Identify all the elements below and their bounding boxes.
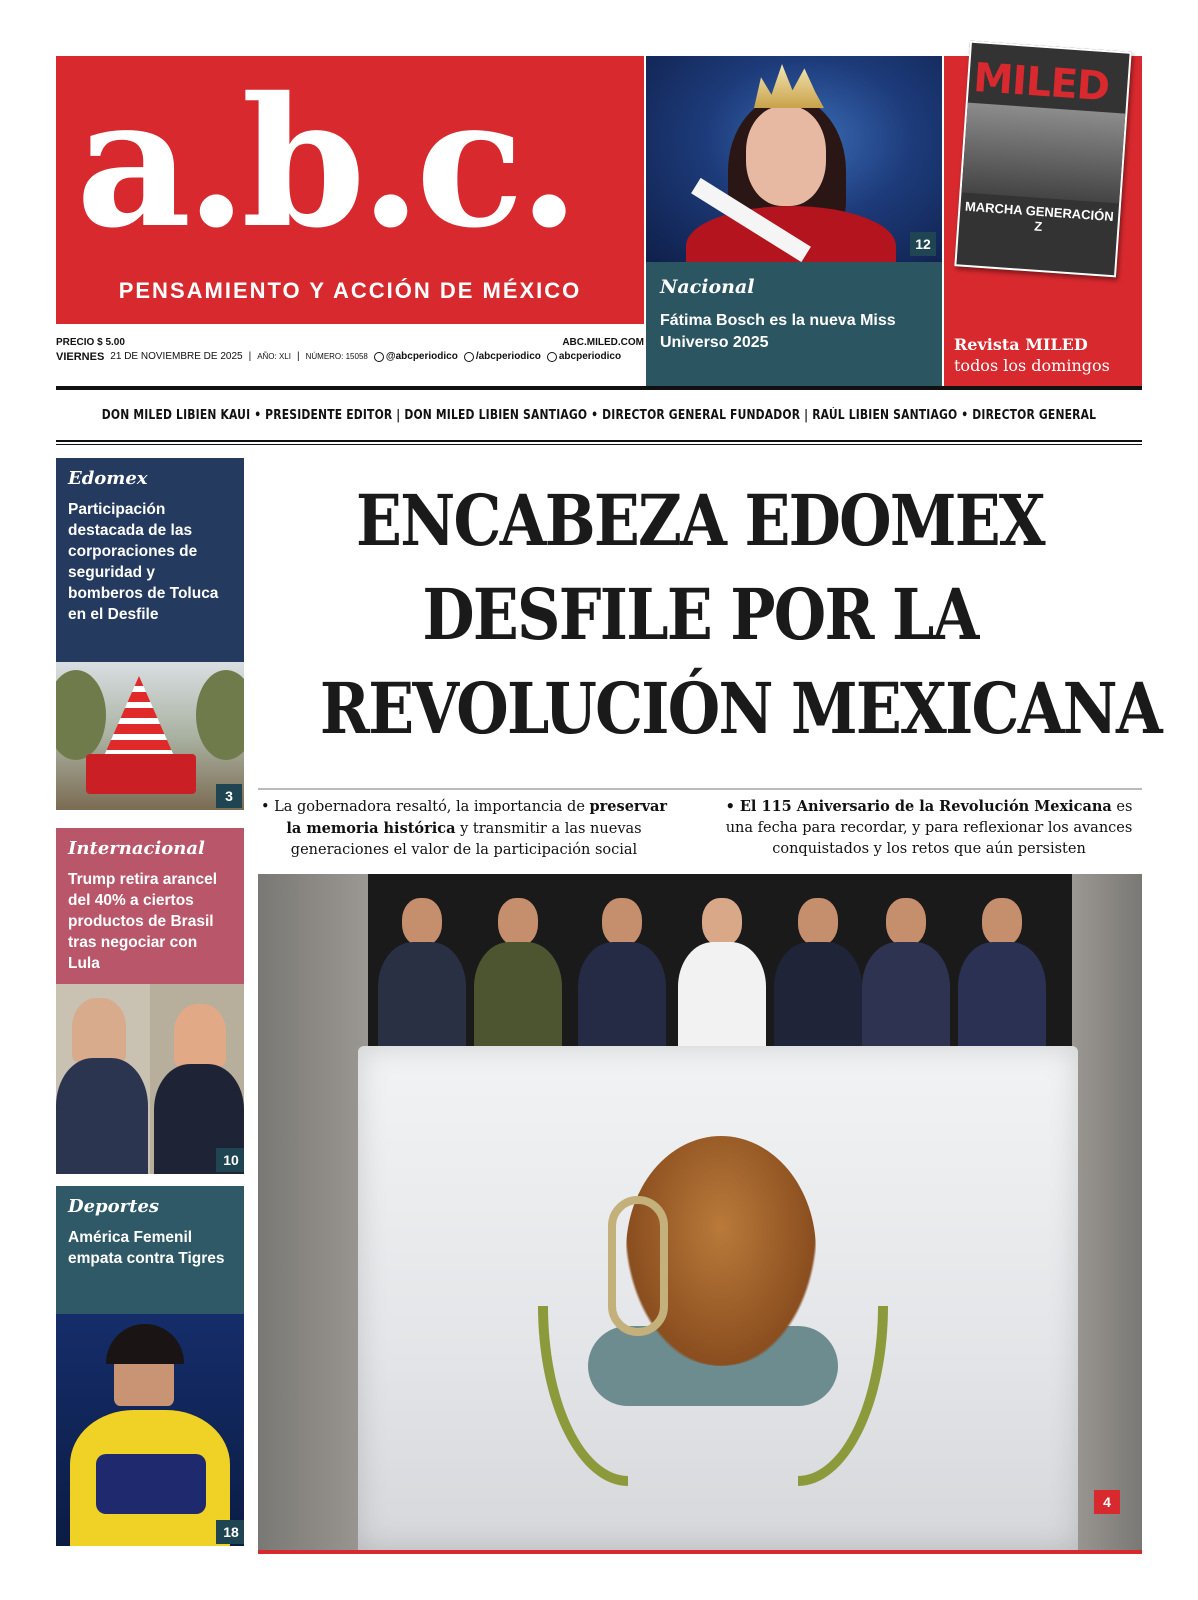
divider bbox=[258, 788, 1142, 790]
main-headline bbox=[319, 474, 1161, 756]
tagline: PENSAMIENTO Y ACCIÓN DE MÉXICO bbox=[118, 278, 582, 303]
page-number-badge: 4 bbox=[1094, 1490, 1120, 1514]
masthead-logo-block bbox=[56, 56, 644, 324]
revista-text bbox=[954, 334, 1110, 376]
divider bbox=[258, 1550, 1142, 1554]
magazine-photo bbox=[961, 103, 1125, 204]
price: PRECIO $ 5.00 bbox=[56, 337, 125, 348]
officials-group bbox=[378, 894, 1058, 1054]
x-link[interactable]: abcperiodico bbox=[547, 350, 621, 364]
page-number-badge: 3 bbox=[216, 784, 242, 808]
crown-icon bbox=[754, 64, 824, 108]
bullet-text: y transmitir a las nuevas generaciones el valor de la participación social bbox=[290, 821, 642, 858]
teaser-headline: Fátima Bosch es la nueva Miss Universo 2025 bbox=[660, 312, 896, 351]
teaser-headline: América Femenil empata contra Tigres bbox=[68, 1229, 225, 1267]
headline-line: DESFILE POR LA bbox=[422, 573, 978, 656]
divider bbox=[56, 386, 1142, 390]
teaser-headline: Trump retira arancel del 40% a ciertos productos de Brasil tras negociar con Lula bbox=[68, 871, 218, 972]
masthead-meta: PRECIO $ 5.00 ABC.MILED.COM VIERNES 21 DE NOVIEMBRE DE 2025 | AÑO: XLI | NÚMERO: 15058 @abcperiodico /abcperiodico abcperiodico bbox=[56, 337, 644, 363]
summary-bullet-right bbox=[712, 796, 1146, 860]
staff-line: DON MILED LIBIEN KAUI • PRESIDENTE EDITOR | DON MILED LIBIEN SANTIAGO • DIRECTOR GENERAL FUNDADOR | RAÚL LIBIEN SANTIAGO • DIRECTOR GENERAL bbox=[101, 408, 1097, 423]
bullet-text: • La gobernadora resaltó, la importancia de bbox=[260, 799, 590, 815]
headline-line: REVOLUCIÓN MEXICANA bbox=[319, 667, 1161, 750]
magazine-cover[interactable] bbox=[954, 41, 1131, 278]
facebook-icon bbox=[464, 352, 474, 362]
magazine-title: MILED bbox=[971, 55, 1111, 111]
sidebar-deportes[interactable] bbox=[56, 1186, 244, 1546]
parade-photo bbox=[56, 662, 244, 810]
headline-line: ENCABEZA EDOMEX bbox=[356, 479, 1044, 562]
issue-number: NÚMERO: 15058 bbox=[305, 352, 368, 361]
teaser-headline: Participación destacada de las corporaciones de seguridad y bomberos de Toluca en el Desfile bbox=[68, 501, 219, 623]
day: VIERNES bbox=[56, 351, 105, 363]
divider bbox=[56, 440, 1142, 445]
bullet-bold: • El 115 Aniversario de la Revolución Mexicana bbox=[725, 798, 1112, 815]
soccer-player-photo bbox=[56, 1314, 244, 1546]
nacional-teaser[interactable] bbox=[646, 262, 942, 386]
page-number-badge: 18 bbox=[216, 1520, 244, 1544]
mexican-flag bbox=[358, 1046, 1078, 1550]
page-number-badge: 12 bbox=[910, 232, 936, 256]
x-icon bbox=[547, 352, 557, 362]
date: 21 DE NOVIEMBRE DE 2025 bbox=[110, 351, 243, 362]
year: AÑO: XLI bbox=[257, 352, 291, 361]
bullet-text: es una fecha para recordar, y para reflexionar los avances conquistados y los retos que aún persisten bbox=[725, 799, 1133, 857]
lula-trump-photo bbox=[56, 984, 244, 1174]
sidebar-edomex[interactable] bbox=[56, 458, 244, 810]
revista-text-bold: Revista MILED bbox=[954, 335, 1088, 354]
bullet-bold: preservar la memoria histórica bbox=[286, 798, 668, 837]
section-label: Nacional bbox=[660, 276, 755, 298]
section-label: Edomex bbox=[68, 468, 148, 489]
logo: a.b.c. bbox=[76, 58, 575, 267]
instagram-icon bbox=[374, 352, 384, 362]
instagram-link[interactable]: @abcperiodico bbox=[374, 350, 458, 364]
website[interactable]: ABC.MILED.COM bbox=[562, 337, 644, 348]
miss-universe-photo[interactable] bbox=[646, 56, 942, 262]
sidebar-internacional[interactable] bbox=[56, 828, 244, 1174]
summary-bullet-left bbox=[254, 796, 674, 861]
magazine-caption: MARCHA GENERACIÓN Z bbox=[964, 198, 1115, 235]
section-label: Deportes bbox=[68, 1196, 160, 1217]
revista-text-rest: todos los domingos bbox=[954, 356, 1110, 375]
main-photo-balcony[interactable] bbox=[258, 874, 1142, 1550]
page-number-badge: 10 bbox=[216, 1148, 244, 1172]
section-label: Internacional bbox=[68, 838, 205, 859]
facebook-link[interactable]: /abcperiodico bbox=[464, 350, 541, 364]
